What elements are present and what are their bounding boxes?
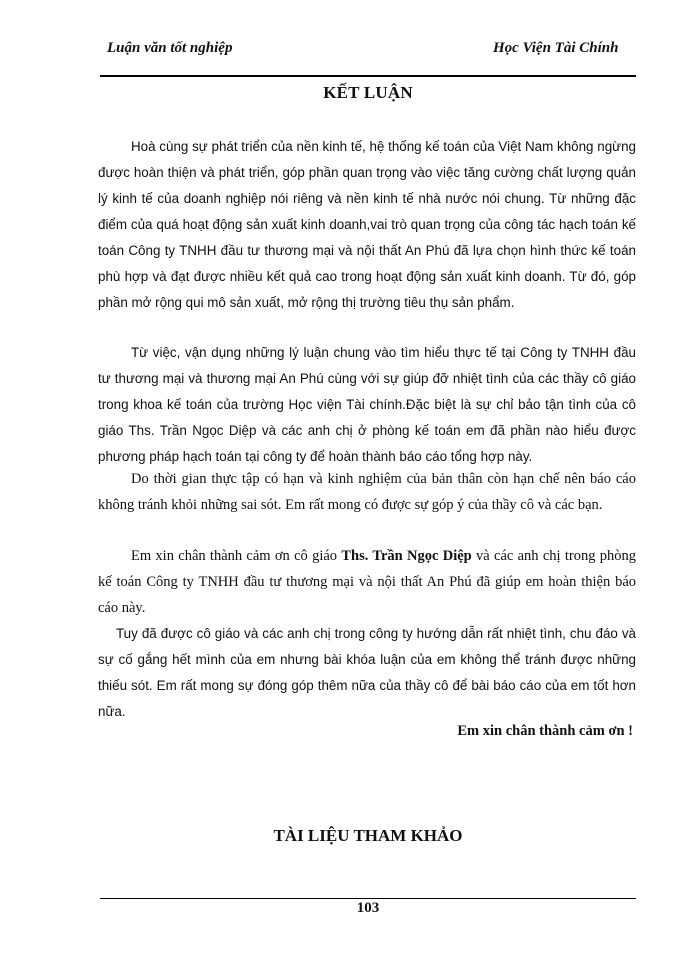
paragraph-3: Do thời gian thực tập có hạn và kinh nghiệm của bản thân còn hạn chế nên báo cáo không tránh khỏi những sai sót. Em rất mong có được sự góp ý của thầy cô và các bạn. xyxy=(98,471,636,513)
header-right-text: Học Viện Tài Chính xyxy=(493,40,619,56)
footer-divider xyxy=(100,898,636,899)
advisor-name: Ths. Trần Ngọc Diệp xyxy=(341,548,472,564)
header-divider xyxy=(100,75,636,77)
paragraph-4-rest: và các anh chị trong phòng kế toán Công ty TNHH đầu tư thương mại và nội thất An Phú đã giúp em hoàn thiện báo cáo này. xyxy=(98,548,637,616)
paragraph-1: Hoà cùng sự phát triển của nền kinh tế, hệ thống kế toán của Việt Nam không ngừng được hoàn thiện và phát triển, góp phần quan trọng vào việc tăng cường chất lượng quản lý kinh tế của doanh nghiệp nói riêng và nền kinh tế nhà nước nói chung. Từ những đặc điểm của quá hoạt động sản xuất kinh doanh,vai trò quan trọng của công tác hạch toán kế toán Công ty TNHH đầu tư thương mại và nội thất An Phú đã lựa chọn hình thức kế toán phù hợp và đạt được nhiều kết quả cao trong hoạt động sản xuất kinh doanh. Từ đó, góp phần mở rộng qui mô sản xuất, mở rộng thị trường tiêu thụ sản phẩm. xyxy=(98,139,636,310)
closing-thanks: Em xin chân thành cảm ơn ! xyxy=(457,723,633,739)
section-title-conclusion: KẾT LUẬN xyxy=(323,83,413,102)
paragraph-4 xyxy=(98,543,636,621)
paragraph-5: Tuy đã được cô giáo và các anh chị trong công ty hướng dẫn rất nhiệt tình, chu đáo và sự cố gắng hết mình của em nhưng bài khóa luận của em không thể tránh được những thiếu sót. Em rất mong sự đóng góp thêm nữa của thầy cô để bài báo cáo của em tốt hơn nữa. xyxy=(98,626,636,719)
paragraph-2: Từ việc, vận dụng những lý luận chung vào tìm hiểu thực tế tại Công ty TNHH đầu tư thương mại và thương mại An Phú cùng với sự giúp đỡ nhiệt tình của các thầy cô giáo trong khoa kế toán của trường Học viện Tài chính.Đặc biệt là sự chỉ bảo tận tình của cô giáo Ths. Trần Ngọc Diệp và các anh chị ở phòng kế toán em đã phần nào hiểu được phương pháp hạch toán tại công ty để hoàn thành báo cáo tổng hợp này. xyxy=(98,345,636,464)
paragraph-4-intro: Em xin chân thành cảm ơn cô giáo xyxy=(131,548,342,564)
header-left-text: Luận văn tốt nghiệp xyxy=(107,40,233,56)
page-number: 103 xyxy=(356,900,380,916)
section-title-references: TÀI LIỆU THAM KHẢO xyxy=(273,826,463,845)
